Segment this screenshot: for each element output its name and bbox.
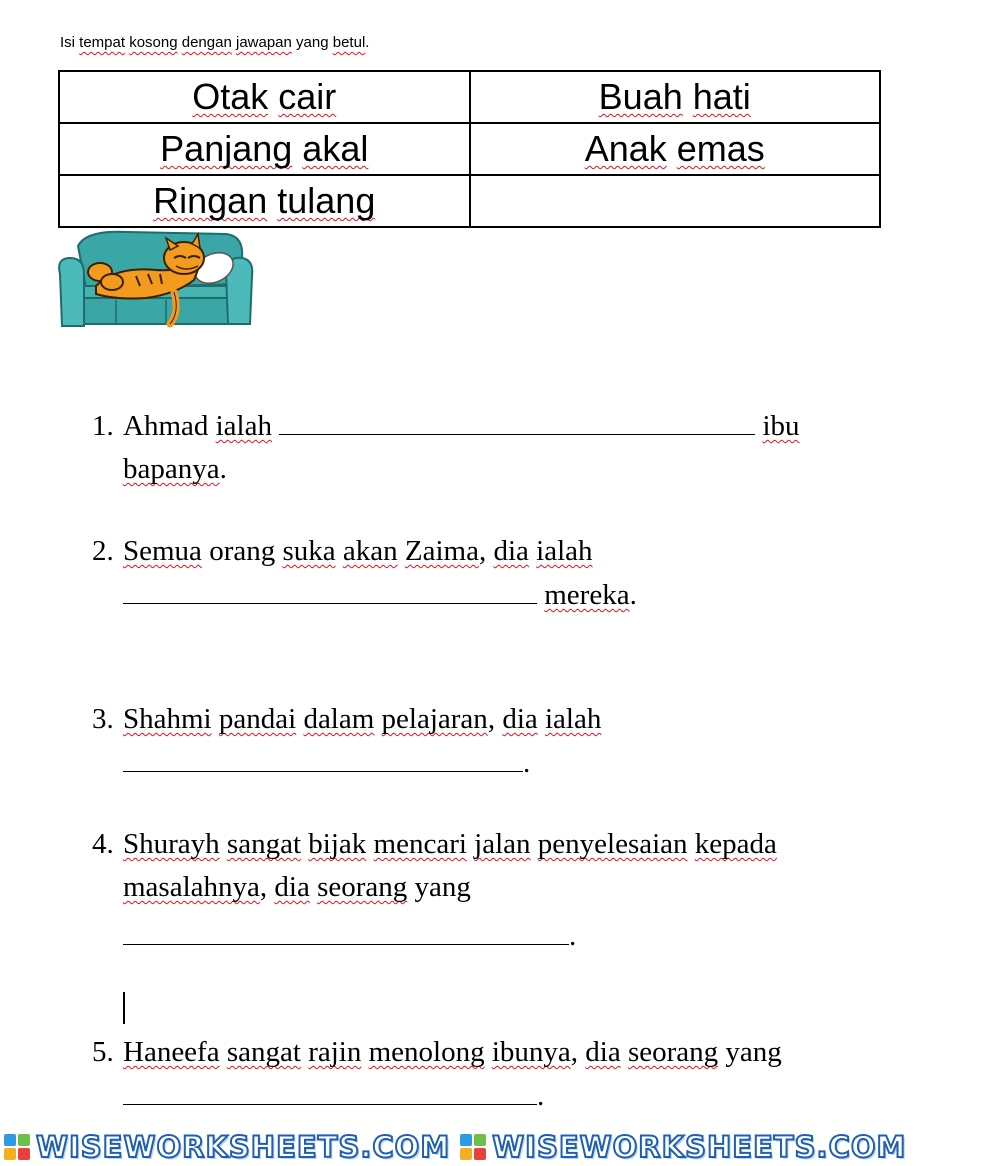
brand-logo	[456, 1130, 906, 1164]
table-row	[59, 123, 880, 175]
logo-grid-icon	[4, 1134, 30, 1160]
table-row	[59, 175, 880, 227]
answer-blank-3[interactable]	[123, 741, 523, 772]
question-1: 1. Ahmad ialah ibu bapanya.	[92, 404, 872, 491]
brand-logo	[0, 1130, 450, 1164]
cat-on-sofa-illustration	[56, 228, 256, 332]
answer-blank-5[interactable]	[123, 1074, 537, 1105]
table-row	[59, 71, 880, 123]
question-4: 4. Shurayh sangat bijak mencari jalan penyelesaian kepada masalahnya, dia seorang yang .	[92, 823, 872, 958]
brand-text: WISEWORKSHEETS.COM	[492, 1130, 907, 1164]
logo-grid-icon	[460, 1134, 486, 1160]
answer-blank-2[interactable]	[123, 573, 537, 604]
word-cell: Panjang akal	[59, 123, 470, 175]
question-number: 3.	[92, 703, 114, 735]
question-number: 2.	[92, 535, 114, 567]
empty-word-cell	[470, 175, 881, 227]
word-cell: Buah hati	[470, 71, 881, 123]
question-number: 5.	[92, 1036, 114, 1068]
text-cursor	[123, 992, 125, 1024]
word-bank-table	[58, 70, 881, 228]
instruction-text: Isi tempat kosong dengan jawapan yang betul.	[60, 34, 370, 51]
question-5: 5. Haneefa sangat rajin menolong ibunya, dia seorang yang .	[92, 1031, 872, 1118]
footer-watermark	[0, 1128, 1000, 1166]
brand-text: WISEWORKSHEETS.COM	[36, 1130, 451, 1164]
question-2: 2. Semua orang suka akan Zaima, dia ialah mereka.	[92, 530, 872, 617]
word-cell: Anak emas	[470, 123, 881, 175]
word-cell: Ringan tulang	[59, 175, 470, 227]
answer-blank-1[interactable]	[279, 404, 755, 435]
question-number: 4.	[92, 828, 114, 860]
question-number: 1.	[92, 410, 114, 442]
answer-blank-4[interactable]	[123, 914, 569, 945]
question-3: 3. Shahmi pandai dalam pelajaran, dia ialah .	[92, 698, 872, 785]
word-cell: Otak cair	[59, 71, 470, 123]
